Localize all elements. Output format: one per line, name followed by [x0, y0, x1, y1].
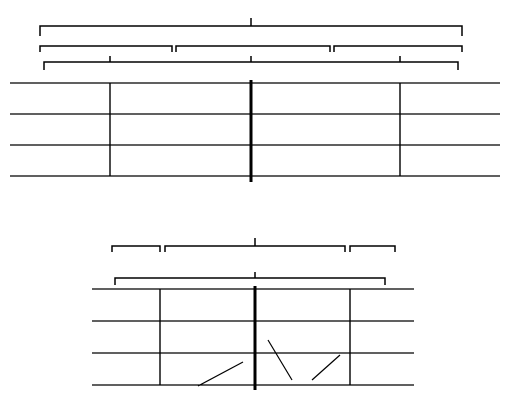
bottom-brackets — [112, 238, 395, 285]
top-i-disk-left-brace — [40, 46, 172, 52]
top-i-disk-right-brace — [334, 46, 462, 52]
top-lower-brace — [44, 62, 458, 70]
myosin-pointer — [198, 362, 243, 386]
actin-pointer-1 — [268, 340, 292, 380]
bottom-i-disk-left-brace — [112, 246, 160, 252]
bottom-sarcomere — [92, 286, 414, 390]
top-a-disk-brace — [176, 46, 330, 52]
top-sarcomere — [10, 80, 500, 182]
bottom-a-disk-brace — [165, 246, 345, 252]
top-brackets — [40, 18, 462, 70]
actin-pointer-2 — [312, 355, 340, 380]
bottom-lower-brace — [115, 278, 385, 285]
bottom-i-disk-right-brace — [350, 246, 395, 252]
top-sarcomere-brace — [40, 26, 462, 36]
